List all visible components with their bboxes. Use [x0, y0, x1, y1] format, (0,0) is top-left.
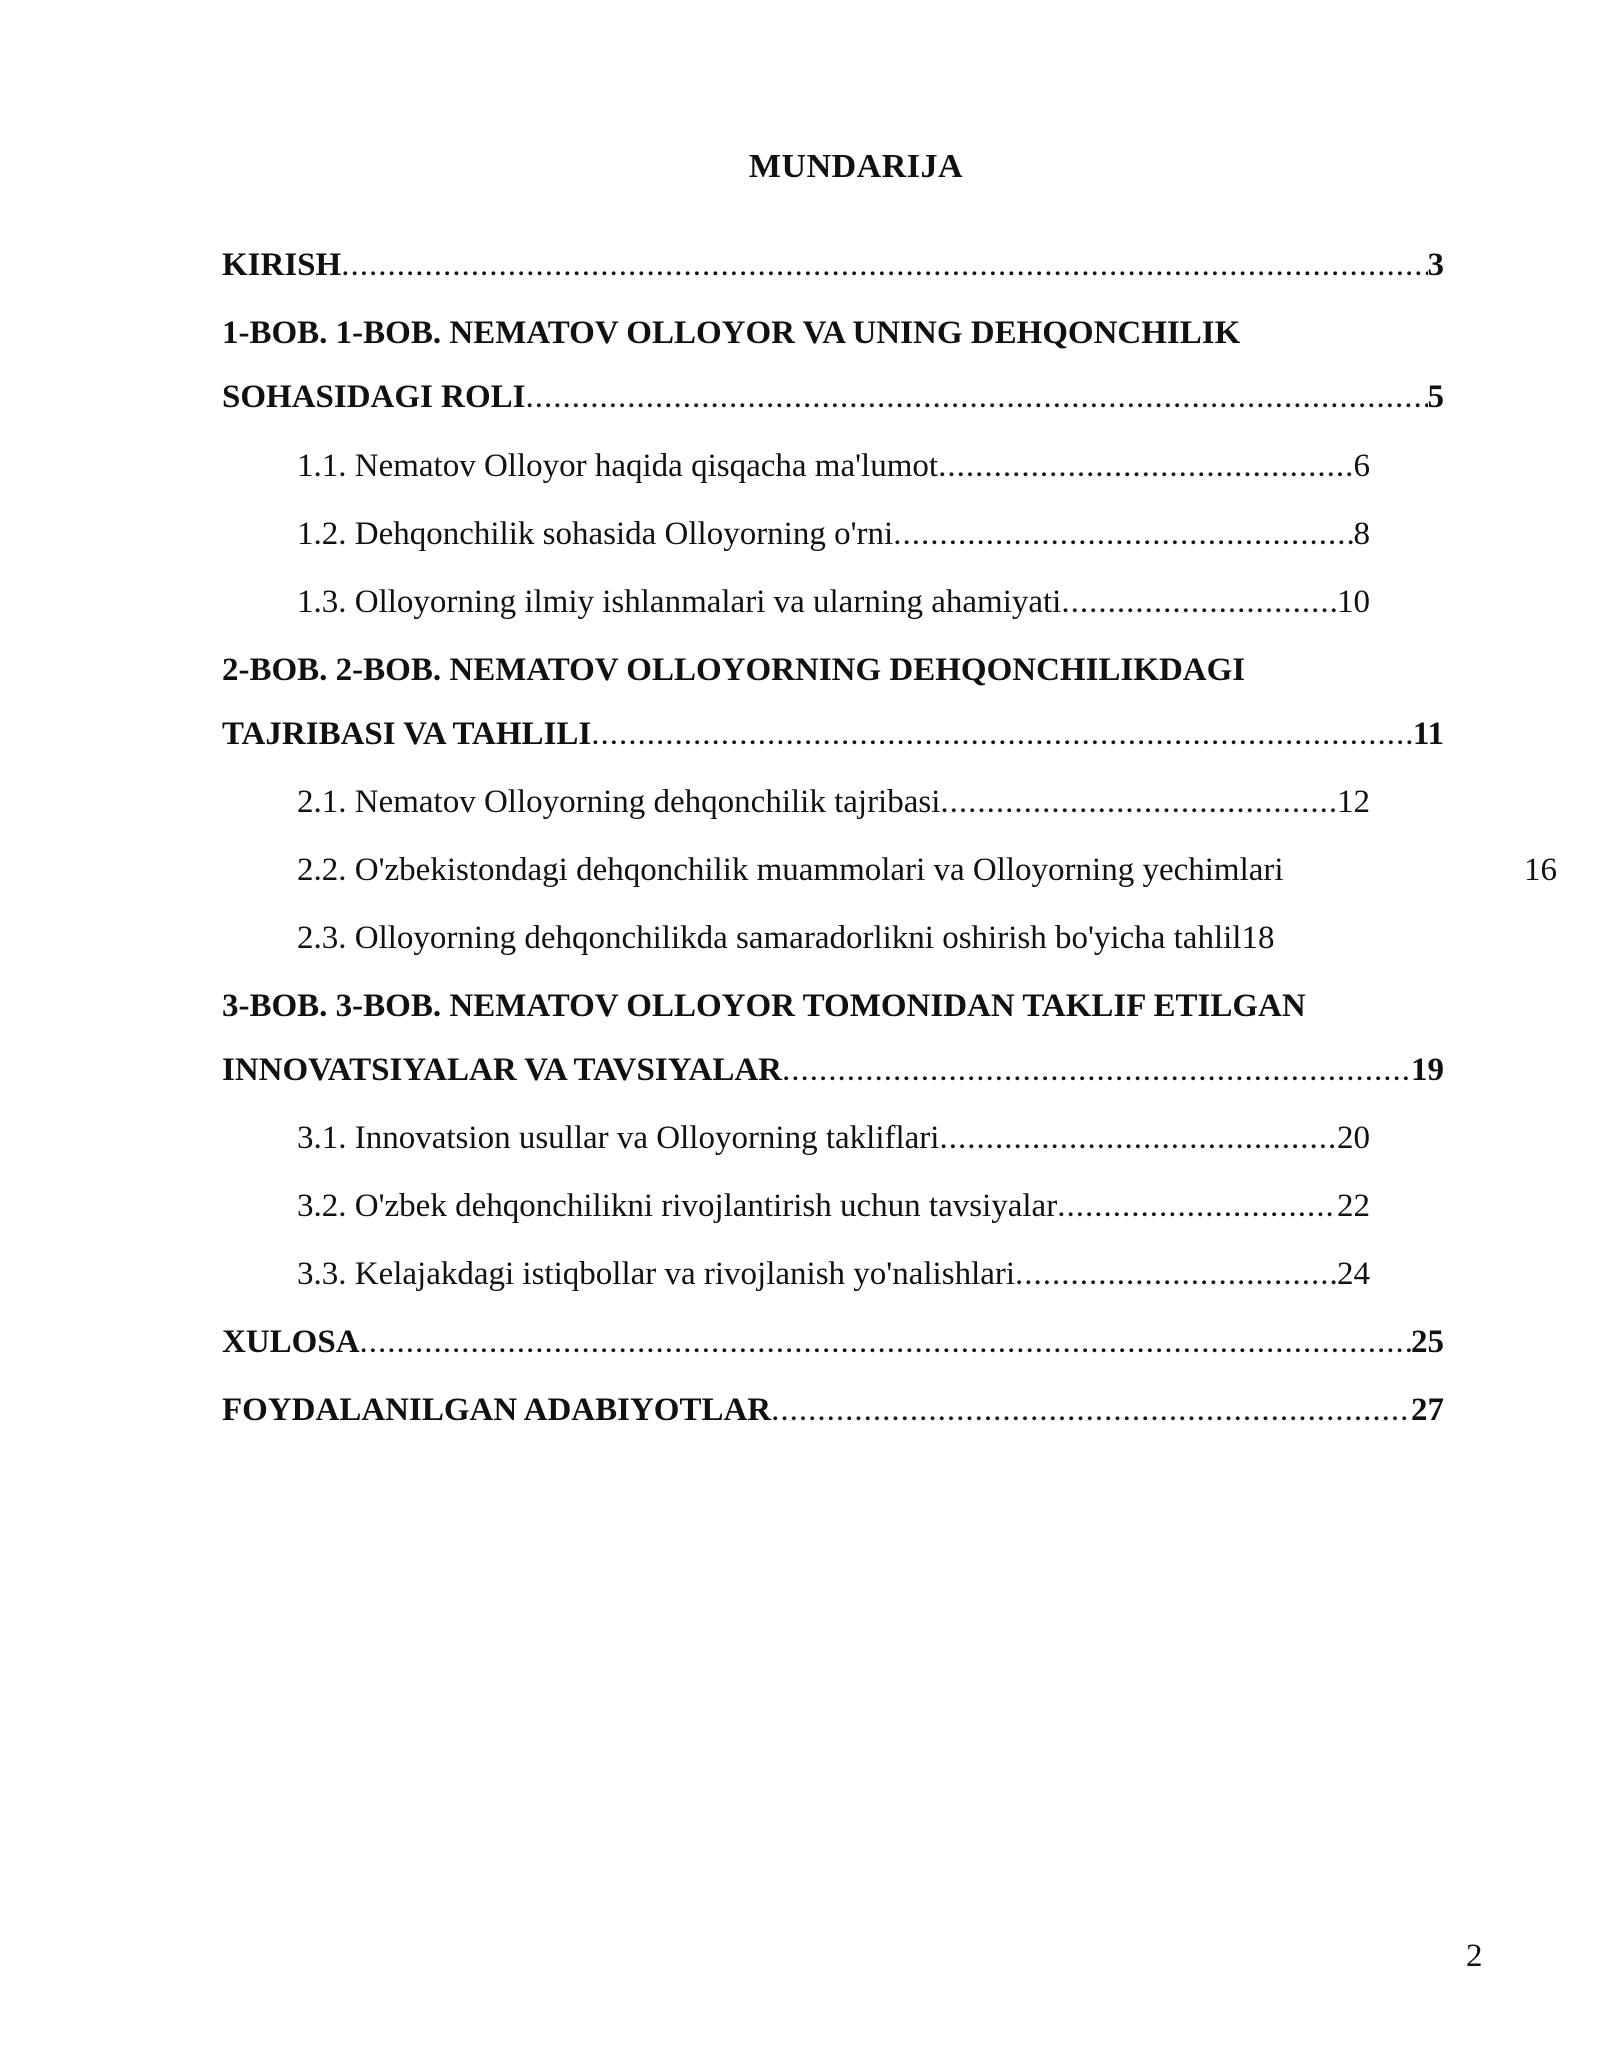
dot-leader [1057, 1186, 1337, 1226]
toc-entry-label: 3.3. Kelajakdagi istiqbollar va rivojlanish yo'nalishlari [297, 1256, 1016, 1292]
dot-leader [940, 782, 1337, 822]
toc-entry-page: 19 [1411, 1052, 1444, 1088]
toc-entry-1-2[interactable] [297, 514, 1370, 554]
toc-entry-page: 6 [1353, 448, 1370, 484]
toc-entry-label: TAJRIBASI VA TAHLILI [222, 716, 592, 752]
toc-entry-1-1[interactable] [297, 446, 1370, 486]
toc-entry-chapter-2[interactable] [222, 650, 1444, 690]
dot-leader [1015, 1254, 1337, 1294]
toc-entry-label: 1.3. Olloyorning ilmiy ishlanmalari va ularning ahamiyati [297, 584, 1062, 620]
toc-entry-chapter-1-cont[interactable] [222, 377, 1444, 417]
toc-entry-page: 3 [1427, 247, 1444, 283]
toc-entry-references[interactable] [222, 1390, 1444, 1430]
dot-leader [591, 714, 1413, 754]
toc-entry-chapter-3-cont[interactable] [222, 1050, 1444, 1090]
toc-entry-label: 2.3. Olloyorning dehqonchilikda samaradorlikni oshirish bo'yicha tahlil [297, 920, 1242, 956]
toc-entry-label: 2.1. Nematov Olloyorning dehqonchilik tajribasi [297, 784, 941, 820]
toc-entry-page: 10 [1337, 584, 1370, 620]
toc-entry-page: 5 [1427, 379, 1444, 415]
toc-entry-page: 18 [1241, 920, 1275, 956]
toc-entry-3-1[interactable] [297, 1118, 1370, 1158]
toc-entry-label: 1.1. Nematov Olloyor haqida qisqacha ma'lumot [297, 448, 939, 484]
toc-entry-label: 1.2. Dehqonchilik sohasida Olloyorning o'rni [297, 516, 894, 552]
toc-entry-label: 2.2. O'zbekistondagi dehqonchilik muammolari va Olloyorning yechimlari [297, 852, 1284, 888]
toc-entry-page: 12 [1337, 784, 1370, 820]
toc-entry-page: 27 [1411, 1392, 1444, 1428]
toc-entry-page: 16 [1524, 852, 1557, 888]
toc-entry-label: SOHASIDAGI ROLI [222, 379, 526, 415]
toc-entry-3-2[interactable] [297, 1186, 1370, 1226]
toc-entry-page: 25 [1411, 1324, 1444, 1360]
toc-entry-label: INNOVATSIYALAR VA TAVSIYALAR [222, 1052, 783, 1088]
dot-leader [360, 1322, 1411, 1362]
toc-entry-2-1[interactable] [297, 782, 1370, 822]
page-number: 2 [1466, 1938, 1483, 1974]
toc-entry-label-line1: 2-BOB. 2-BOB. NEMATOV OLLOYORNING DEHQONCHILIKDAGI [222, 652, 1246, 688]
toc-entry-page: 22 [1337, 1188, 1370, 1224]
dot-leader [341, 245, 1427, 285]
toc-entry-xulosa[interactable] [222, 1322, 1444, 1362]
toc-entry-kirish[interactable] [222, 245, 1444, 285]
toc-entry-label: FOYDALANILGAN ADABIYOTLAR [222, 1392, 772, 1428]
toc-entry-label: 3.2. O'zbek dehqonchilikni rivojlantirish uchun tavsiyalar [297, 1188, 1058, 1224]
toc-entry-chapter-3[interactable] [222, 986, 1444, 1026]
toc-entry-page: 8 [1353, 516, 1370, 552]
dot-leader [939, 1118, 1337, 1158]
toc-entry-2-2[interactable] [297, 850, 1557, 890]
toc-entry-label: KIRISH [222, 247, 342, 283]
dot-leader [526, 377, 1428, 417]
dot-leader [782, 1050, 1411, 1090]
toc-entry-3-3[interactable] [297, 1254, 1370, 1294]
toc-entry-page: 11 [1412, 716, 1444, 752]
toc-entry-label: 3.1. Innovatsion usullar va Olloyorning takliflari [297, 1120, 940, 1156]
toc-entry-label: XULOSA [222, 1324, 360, 1360]
toc-entry-page: 20 [1337, 1120, 1370, 1156]
dot-leader [893, 514, 1353, 554]
dot-leader [938, 446, 1353, 486]
toc-entry-page: 24 [1337, 1256, 1370, 1292]
toc-entry-label-line1: 1-BOB. 1-BOB. NEMATOV OLLOYOR VA UNING DEHQONCHILIK [222, 315, 1241, 351]
toc-entry-chapter-1[interactable] [222, 313, 1444, 353]
toc-entry-2-3[interactable] [297, 918, 1274, 958]
toc-entry-label-line1: 3-BOB. 3-BOB. NEMATOV OLLOYOR TOMONIDAN TAKLIF ETILGAN [222, 988, 1306, 1024]
toc-title: MUNDARIJA [748, 148, 964, 185]
toc-entry-1-3[interactable] [297, 582, 1370, 622]
toc-entry-chapter-2-cont[interactable] [222, 714, 1444, 754]
dot-leader [771, 1390, 1411, 1430]
dot-leader [1061, 582, 1337, 622]
